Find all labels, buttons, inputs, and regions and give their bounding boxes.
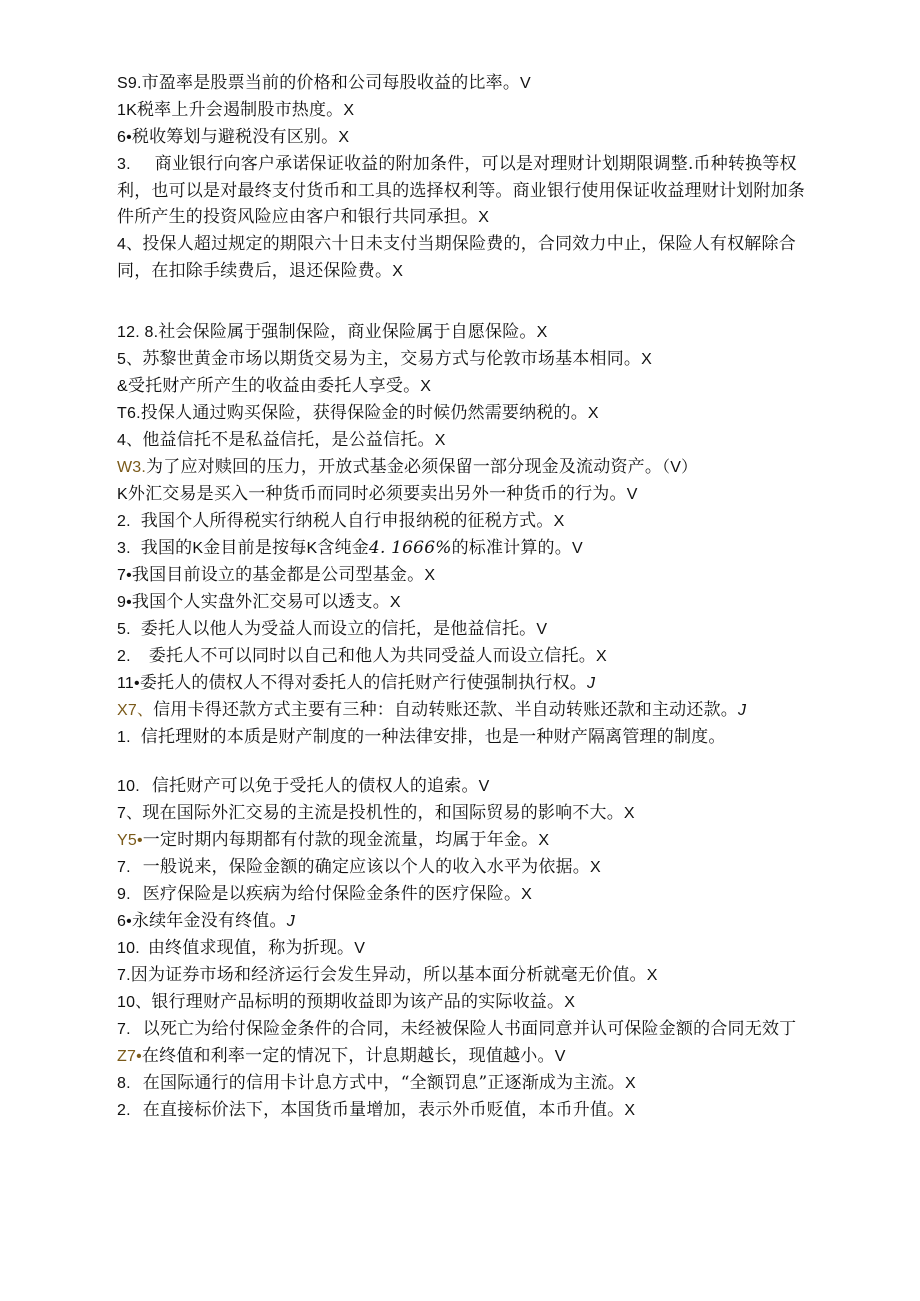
list-item: 6•税收筹划与避税没有区别。X	[117, 127, 350, 147]
answer-mark: X	[420, 378, 432, 395]
list-item: 11•委托人的债权人不得对委托人的信托财产行使强制执行权。J	[117, 673, 596, 693]
list-item: &受托财产所产生的收益由委托人享受。X	[117, 376, 432, 396]
answer-mark: V	[536, 621, 548, 638]
answer-mark: X	[553, 513, 565, 530]
list-item: 2. 我国个人所得税实行纳税人自行申报纳税的征税方式。X	[117, 511, 565, 531]
answer-mark: X	[521, 886, 533, 903]
answer-mark: X	[392, 263, 404, 280]
list-item: 7•我国目前设立的基金都是公司型基金。X	[117, 565, 436, 585]
answer-mark: X	[624, 1102, 636, 1119]
list-item: 9•我国个人实盘外汇交易可以透支。X	[117, 592, 401, 612]
list-item: W3.为了应对赎回的压力，开放式基金必须保留一部分现金及流动资产。（V）	[117, 457, 698, 477]
list-item: T6.投保人通过购买保险，获得保险金的时候仍然需要纳税的。X	[117, 403, 599, 423]
answer-mark: X	[587, 405, 599, 422]
answer-mark: X	[564, 994, 576, 1011]
answer-mark: X	[623, 805, 635, 822]
list-item: 8. 在国际通行的信用卡计息方式中，“全额罚息”正逐渐成为主流。X	[117, 1073, 636, 1093]
list-item: 3. 我国的K金目前是按每K含纯金4. 1666%的标准计算的。V	[117, 538, 583, 558]
list-item: 9. 医疗保险是以疾病为给付保险金条件的医疗保险。X	[117, 884, 533, 904]
answer-mark: J	[286, 913, 295, 930]
list-item: 10. 信托财产可以免于受托人的债权人的追索。V	[117, 776, 490, 796]
list-item: 5. 委托人以他人为受益人而设立的信托，是他益信托。V	[117, 619, 548, 639]
answer-mark: X	[343, 102, 355, 119]
list-item: 10. 由终值求现值，称为折现。V	[117, 938, 366, 958]
list-item: 7. 以死亡为给付保险金条件的合同，未经被保险人书面同意并认可保险金额的合同无效丁	[117, 1019, 797, 1039]
answer-mark: V	[478, 778, 490, 795]
answer-mark: （V）	[662, 459, 698, 476]
list-item: X7、信用卡得还款方式主要有三种：自动转账还款、半自动转账还款和主动还款。J	[117, 700, 747, 720]
answer-mark: V	[520, 75, 531, 92]
answer-mark: X	[641, 351, 652, 368]
list-item: 12. 8.社会保险属于强制保险，商业保险属于自愿保险。X	[117, 322, 548, 342]
list-item: 10、银行理财产品标明的预期收益即为该产品的实际收益。X	[117, 992, 576, 1012]
list-item: K外汇交易是买入一种货币而同时必须要卖出另外一种货币的行为。V	[117, 484, 638, 504]
answer-mark: X	[338, 129, 350, 146]
answer-mark: V	[571, 540, 583, 557]
answer-mark: X	[389, 594, 401, 611]
answer-mark: X	[589, 859, 601, 876]
answer-mark: X	[536, 324, 548, 341]
answer-mark: X	[646, 967, 658, 984]
answer-mark: V	[626, 486, 638, 503]
list-item: 1. 信托理财的本质是财产制度的一种法律安排，也是一种财产隔离管理的制度。	[117, 727, 726, 747]
list-item: 6•永续年金没有终值。J	[117, 911, 295, 931]
answer-mark: X	[595, 648, 607, 665]
answer-mark: X	[624, 1075, 636, 1092]
list-item: 4、投保人超过规定的期限六十日未支付当期保险费的，合同效力中止，保险人有权解除合同，在扣除手续费后，退还保险费。X	[117, 234, 796, 281]
answer-mark: J	[587, 675, 596, 692]
list-item: 2. 在直接标价法下，本国货币量增加，表示外币贬值，本币升值。X	[117, 1100, 636, 1120]
list-item: 1K税率上升会遏制股市热度。X	[117, 100, 355, 120]
answer-mark: V	[554, 1048, 566, 1065]
list-item: Z7•在终值和利率一定的情况下，计息期越长，现值越小。V	[117, 1046, 566, 1066]
list-item: 3. 商业银行向客户承诺保证收益的附加条件，可以是对理财计划期限调整.币种转换等权利，也可以是对最终支付货币和工具的选择权利等。商业银行使用保证收益理财计划附加条件所产生的投资风险应由客户和银行共同承担。X	[117, 154, 805, 227]
list-item: 2. 委托人不可以同时以自己和他人为共同受益人而设立信托。X	[117, 646, 607, 666]
answer-mark: X	[538, 832, 550, 849]
list-item: 4、他益信托不是私益信托，是公益信托。X	[117, 430, 446, 450]
answer-mark: J	[737, 702, 747, 719]
answer-mark: V	[354, 940, 366, 957]
question-list	[117, 70, 807, 1124]
answer-mark: X	[434, 432, 446, 449]
answer-mark: X	[478, 209, 490, 226]
answer-mark: 丁	[779, 1019, 797, 1039]
list-item: 7.因为证券市场和经济运行会发生异动，所以基本面分析就毫无价值。X	[117, 965, 658, 985]
list-item: Y5•一定时期内每期都有付款的现金流量，均属于年金。X	[117, 830, 550, 850]
list-item: 7. 一般说来，保险金额的确定应该以个人的收入水平为依据。X	[117, 857, 601, 877]
answer-mark: X	[424, 567, 436, 584]
list-item: S9.市盈率是股票当前的价格和公司每股收益的比率。V	[117, 73, 531, 93]
list-item: 7、现在国际外汇交易的主流是投机性的，和国际贸易的影响不大。X	[117, 803, 635, 823]
list-item: 5、苏黎世黄金市场以期货交易为主，交易方式与伦敦市场基本相同。X	[117, 349, 652, 369]
